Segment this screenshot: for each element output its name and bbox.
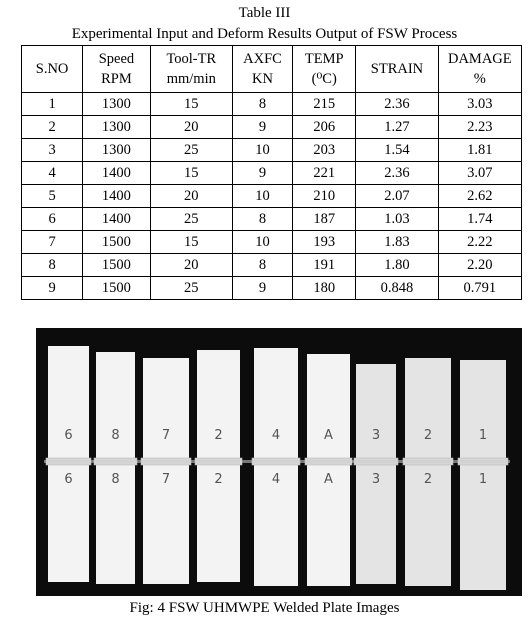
plate-mark: 8: [111, 428, 120, 443]
table-cell: 20: [150, 254, 232, 277]
table-cell: 10: [232, 139, 292, 162]
table-cell: 5: [22, 185, 83, 208]
plate-body: [96, 352, 135, 584]
plate-mark: A: [324, 472, 333, 487]
table-cell: 8: [232, 254, 292, 277]
table-cell: 8: [22, 254, 83, 277]
table-cell: 8: [232, 208, 292, 231]
plate-mark: A: [324, 428, 333, 443]
plate-body: [307, 354, 350, 586]
table-cell: 206: [293, 116, 356, 139]
column-header: [356, 46, 438, 93]
plate-body: [197, 350, 240, 582]
table-cell: 8: [232, 93, 292, 116]
column-header: [22, 46, 83, 93]
table-cell: 0.791: [438, 277, 521, 300]
column-header-line1: STRAIN: [370, 61, 424, 77]
welded-plate: [195, 350, 242, 582]
column-header-line1: Tool-TR: [166, 51, 217, 67]
column-header-line1: AXFC: [243, 51, 282, 67]
table-cell: 221: [293, 162, 356, 185]
table-cell: 191: [293, 254, 356, 277]
table-cell: 20: [150, 116, 232, 139]
table-cell: 25: [150, 277, 232, 300]
plate-mark: 1: [478, 428, 488, 443]
table-title: Table III: [238, 5, 291, 21]
table-row: [22, 116, 522, 139]
table-cell: 1500: [83, 231, 151, 254]
welded-plate: [458, 360, 508, 590]
plate-mark: 1: [478, 472, 488, 487]
table-cell: 1300: [83, 93, 151, 116]
plate-mark: 6: [64, 428, 73, 443]
column-header: [150, 46, 232, 93]
table-cell: 2.23: [438, 116, 521, 139]
table-cell: 1.74: [438, 208, 521, 231]
table-cell: 1: [22, 93, 83, 116]
table-header-row: [22, 46, 522, 93]
table-cell: 3: [22, 139, 83, 162]
column-header-line1: TEMP: [304, 51, 344, 67]
plate-mark: 2: [214, 428, 223, 443]
welded-plates-image: [36, 328, 522, 596]
table-cell: 1.54: [356, 139, 438, 162]
welded-plate: [305, 354, 352, 586]
welded-plate: [252, 348, 300, 586]
table-cell: 0.848: [356, 277, 438, 300]
column-header: [232, 46, 292, 93]
plate-mark: 7: [161, 472, 171, 487]
table-cell: 2.20: [438, 254, 521, 277]
figure-caption: Fig: 4 FSW UHMWPE Welded Plate Images: [129, 600, 400, 616]
plate-body: [143, 358, 189, 584]
table-cell: 1.83: [356, 231, 438, 254]
column-header-line2: mm/min: [166, 71, 216, 87]
table-cell: 7: [22, 231, 83, 254]
column-header: [83, 46, 151, 93]
welded-plate: [46, 346, 91, 582]
plate-mark: 4: [271, 428, 281, 443]
table-cell: 1500: [83, 277, 151, 300]
welded-plates-photo: [36, 328, 522, 596]
column-header-line1: S.NO: [35, 61, 69, 77]
plate-mark: 7: [161, 428, 171, 443]
plate-mark: 2: [423, 472, 433, 487]
welded-plate: [141, 358, 191, 584]
plate-mark: 3: [371, 472, 381, 487]
column-header-line2: KN: [252, 71, 273, 87]
table-cell: 2.36: [356, 162, 438, 185]
table-row: [22, 162, 522, 185]
table-row: [22, 277, 522, 300]
table-cell: 2.07: [356, 185, 438, 208]
table-cell: 25: [150, 208, 232, 231]
table-row: [22, 93, 522, 116]
table-cell: 10: [232, 231, 292, 254]
plate-body: [254, 348, 298, 586]
table-row: [22, 254, 522, 277]
table-cell: 187: [293, 208, 356, 231]
table-cell: 25: [150, 139, 232, 162]
column-header-line1: DAMAGE: [447, 51, 512, 67]
plate-mark: 2: [423, 428, 433, 443]
table-cell: 193: [293, 231, 356, 254]
weld-line: [44, 460, 510, 463]
table-row: [22, 208, 522, 231]
table-cell: 2: [22, 116, 83, 139]
table-cell: 1400: [83, 208, 151, 231]
table-cell: 9: [232, 116, 292, 139]
table-cell: 1400: [83, 162, 151, 185]
plate-mark: 2: [214, 472, 223, 487]
table-cell: 2.22: [438, 231, 521, 254]
table-cell: 1300: [83, 139, 151, 162]
table-cell: 3.03: [438, 93, 521, 116]
column-header: [293, 46, 356, 93]
column-header: [438, 46, 521, 93]
table-cell: 1.81: [438, 139, 521, 162]
table-cell: 1.03: [356, 208, 438, 231]
column-header-line1: Speed: [98, 51, 135, 67]
welded-plate: [403, 358, 453, 586]
column-header-line2: %: [473, 71, 486, 87]
table-subtitle: Experimental Input and Deform Results Output of FSW Process: [71, 26, 458, 42]
results-table: [21, 45, 522, 300]
table-cell: 9: [232, 277, 292, 300]
table-cell: 1.80: [356, 254, 438, 277]
table-cell: 2.62: [438, 185, 521, 208]
column-header-line2: (⁰C): [311, 71, 337, 87]
table-row: [22, 185, 522, 208]
table-row: [22, 231, 522, 254]
table-row: [22, 139, 522, 162]
table-cell: 9: [22, 277, 83, 300]
welded-plate: [354, 364, 398, 584]
column-header-line2: RPM: [101, 71, 132, 87]
table-cell: 1500: [83, 254, 151, 277]
table-cell: 1.27: [356, 116, 438, 139]
table-cell: 3.07: [438, 162, 521, 185]
table-cell: 2.36: [356, 93, 438, 116]
plate-mark: 3: [371, 428, 381, 443]
table-cell: 1400: [83, 185, 151, 208]
table-cell: 1300: [83, 116, 151, 139]
table-cell: 6: [22, 208, 83, 231]
table-cell: 15: [150, 93, 232, 116]
table-cell: 180: [293, 277, 356, 300]
plate-mark: 4: [271, 472, 281, 487]
table-cell: 203: [293, 139, 356, 162]
table-cell: 10: [232, 185, 292, 208]
table-cell: 9: [232, 162, 292, 185]
plate-mark: 8: [111, 472, 120, 487]
table-cell: 20: [150, 185, 232, 208]
table-cell: 4: [22, 162, 83, 185]
table-cell: 15: [150, 231, 232, 254]
plate-mark: 6: [64, 472, 73, 487]
table-cell: 210: [293, 185, 356, 208]
welded-plate: [94, 352, 137, 584]
table-cell: 215: [293, 93, 356, 116]
table-cell: 15: [150, 162, 232, 185]
